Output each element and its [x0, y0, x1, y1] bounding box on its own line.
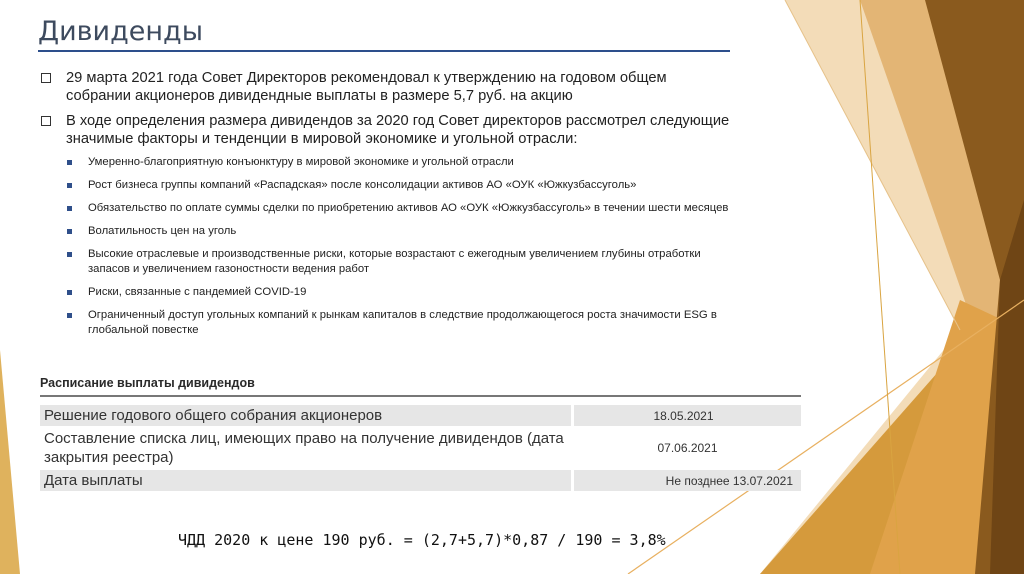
factor-item [40, 285, 730, 300]
square-bullet-icon [67, 206, 72, 211]
square-bullet-icon [67, 160, 72, 165]
left-sliver [0, 350, 20, 574]
square-bullet-icon [67, 290, 72, 295]
schedule-title: Расписание выплаты дивидендов [40, 376, 255, 390]
page-title: Дивиденды [38, 16, 204, 47]
schedule-table [40, 405, 801, 493]
square-bullet-icon [67, 183, 72, 188]
factor-text: Ограниченный доступ угольных компаний к рынкам капиталов в следствие продолжающегося роста значимости ESG в глобальной повестке [88, 309, 717, 336]
factor-item [40, 155, 730, 170]
factor-list [40, 155, 730, 338]
table-row [40, 405, 801, 426]
factor-item [40, 201, 730, 216]
main-point-1 [40, 69, 730, 105]
schedule-divider [40, 395, 801, 397]
schedule-date: Не позднее 13.07.2021 [574, 470, 801, 491]
factor-text: Рост бизнеса группы компаний «Распадская» после консолидации активов АО «ОУК «Южкузбассуголь» [88, 179, 637, 191]
dividend-yield-formula: ЧДД 2020 к цене 190 руб. = (2,7+5,7)*0,87 / 190 = 3,8% [178, 531, 666, 549]
schedule-label: Дата выплаты [40, 470, 571, 491]
factor-text: Умеренно-благоприятную конъюнктуру в мировой экономике и угольной отрасли [88, 156, 514, 168]
title-underline [38, 50, 730, 52]
main-point-text: В ходе определения размера дивидендов за 2020 год Совет директоров рассмотрел следующие значимые факторы и тенденции в мировой экономике и угольной отрасли: [66, 113, 730, 147]
schedule-date: 07.06.2021 [657, 441, 718, 455]
square-bullet-icon [67, 313, 72, 318]
table-row [40, 428, 801, 468]
square-bullet-icon [67, 229, 72, 234]
schedule-label: Решение годового общего собрания акционеров [40, 405, 571, 426]
factor-item [40, 178, 730, 193]
factor-item [40, 224, 730, 239]
bullet-list [40, 69, 730, 346]
factor-text: Обязательство по оплате суммы сделки по приобретению активов АО «ОУК «Южкузбассуголь» в течении шести месяцев [88, 202, 729, 214]
factor-item [40, 247, 730, 277]
main-point-text: 29 марта 2021 года Совет Директоров рекомендовал к утверждению на годовом общем собрании акционеров дивидендные выплаты в размере 5,7 руб. на акцию [66, 70, 667, 104]
checkbox-bullet-icon [41, 116, 51, 126]
schedule-label: Составление списка лиц, имеющих право на получение дивидендов (дата закрытия реестра) [44, 430, 564, 466]
factor-text: Высокие отраслевые и производственные риски, которые возрастают с ежегодным увеличением глубины отработки запасов и увеличением газоностности ведения работ [88, 248, 701, 275]
square-bullet-icon [67, 252, 72, 257]
factor-text: Волатильность цен на уголь [88, 225, 237, 237]
main-point-2 [40, 112, 730, 148]
factor-text: Риски, связанные с пандемией COVID-19 [88, 286, 307, 298]
factor-item [40, 308, 730, 338]
schedule-date: 18.05.2021 [574, 405, 801, 426]
checkbox-bullet-icon [41, 73, 51, 83]
table-row [40, 470, 801, 491]
